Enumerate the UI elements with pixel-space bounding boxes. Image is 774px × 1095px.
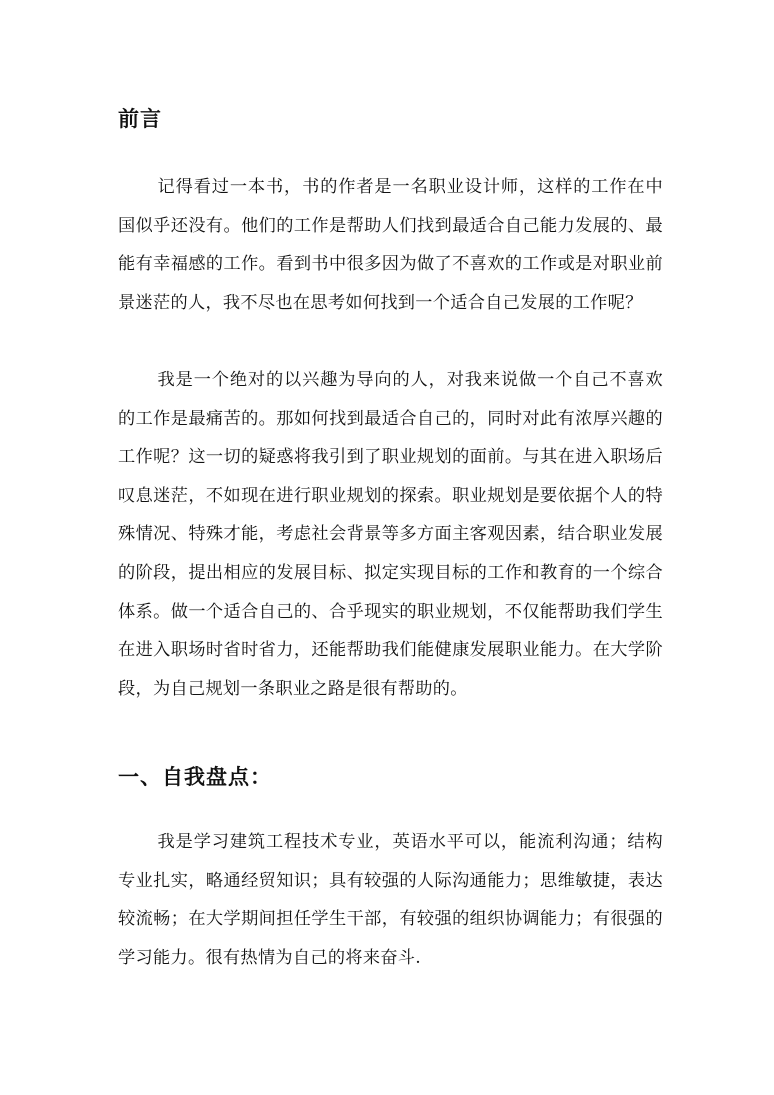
section-heading-preface: 前言 [118, 107, 162, 131]
section-heading-self-assessment: 一、自我盘点： [118, 765, 272, 789]
preface-paragraph-1: 记得看过一本书，书的作者是一名职业设计师，这样的工作在中国似乎还没有。他们的工作是帮助人们找到最适合自己能力发展的、最能有幸福感的工作。看到书中很多因为做了不喜欢的工作或是对职业前景迷茫的人，我不尽也在思考如何找到一个适合自己发展的工作呢？ [118, 177, 663, 313]
self-assessment-paragraph: 我是学习建筑工程技术专业，英语水平可以，能流利沟通；结构专业扎实，略通经贸知识；具有较强的人际沟通能力；思维敏捷，表达较流畅；在大学期间担任学生干部，有较强的组织协调能力；有很强的学习能力。很有热情为自己的将来奋斗. [118, 832, 663, 968]
preface-paragraph-2: 我是一个绝对的以兴趣为导向的人，对我来说做一个自己不喜欢的工作是最痛苦的。那如何找到最适合自己的，同时对此有浓厚兴趣的工作呢？这一切的疑惑将我引到了职业规划的面前。与其在进入职场后叹息迷茫，不如现在进行职业规划的探索。职业规划是要依据个人的特殊情况、特殊才能，考虑社会背景等多方面主客观因素，结合职业发展的阶段，提出相应的发展目标、拟定实现目标的工作和教育的一个综合体系。做一个适合自己的、合乎现实的职业规划，不仅能帮助我们学生在进入职场时省时省力，还能帮助我们能健康发展职业能力。在大学阶段，为自己规划一条职业之路是很有帮助的。 [118, 370, 663, 699]
